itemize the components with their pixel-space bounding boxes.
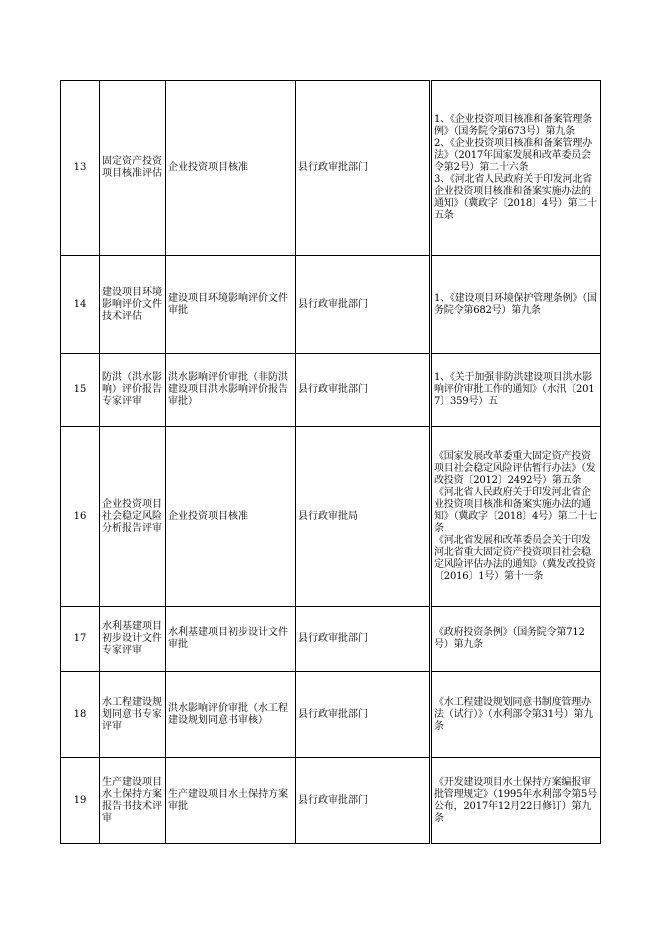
approval-department: 县行政审批部门	[296, 607, 431, 672]
table-row	[61, 758, 601, 844]
service-item-name: 固定资产投资项目核准评估	[100, 81, 166, 256]
approval-matter: 企业投资项目核准	[166, 427, 296, 607]
table-row	[61, 672, 601, 758]
approval-department: 县行政审批部门	[296, 672, 431, 758]
approval-matter: 洪水影响评价审批（非防洪建设项目洪水影响评价报告审批）	[166, 354, 296, 427]
approval-matter: 企业投资项目核准	[166, 81, 296, 256]
row-number: 14	[61, 256, 100, 354]
row-number: 15	[61, 354, 100, 427]
table-row	[61, 81, 601, 256]
approval-department: 县行政审批部门	[296, 758, 431, 844]
approval-department: 县行政审批部门	[296, 256, 431, 354]
service-item-name: 水工程建设规划同意书专家评审	[100, 672, 166, 758]
service-item-name: 防洪（洪水影响）评价报告专家评审	[100, 354, 166, 427]
service-item-name: 建设项目环境影响评价文件技术评估	[100, 256, 166, 354]
legal-basis: 《政府投资条例》（国务院令第712号）第九条	[431, 607, 601, 672]
table-row	[61, 607, 601, 672]
approval-matter: 建设项目环境影响评价文件审批	[166, 256, 296, 354]
row-number: 13	[61, 81, 100, 256]
approval-matter: 生产建设项目水土保持方案审批	[166, 758, 296, 844]
table-row	[61, 256, 601, 354]
table-row	[61, 427, 601, 607]
legal-basis: 1、《建设项目环境保护管理条例》（国务院令第682号）第九条	[431, 256, 601, 354]
row-number: 19	[61, 758, 100, 844]
row-number: 18	[61, 672, 100, 758]
table-row	[61, 354, 601, 427]
row-number: 16	[61, 427, 100, 607]
approval-matter: 洪水影响评价审批（水工程建设规划同意书审核）	[166, 672, 296, 758]
approval-department: 县行政审批部门	[296, 81, 431, 256]
service-item-name: 生产建设项目水土保持方案报告书技术评审	[100, 758, 166, 844]
legal-basis: 1、《企业投资项目核准和备案管理条例》（国务院令第673号）第九条 2、《企业投资项目核准和备案管理办法》（2017年国家发展和改革委员会令第2号）第二十六条 3、《河北省人民政府关于印发河北省企业投资项目核准和备案实施办法的通知》（冀政字〔2018〕4号）第二十五条	[431, 81, 601, 256]
row-number: 17	[61, 607, 100, 672]
approval-department: 县行政审批局	[296, 427, 431, 607]
service-item-name: 企业投资项目社会稳定风险分析报告评审	[100, 427, 166, 607]
legal-basis: 《水工程建设规划同意书制度管理办法（试行）》（水利部令第31号）第九条	[431, 672, 601, 758]
service-items-table	[60, 80, 601, 844]
approval-department: 县行政审批部门	[296, 354, 431, 427]
service-item-name: 水利基建项目初步设计文件专家评审	[100, 607, 166, 672]
legal-basis: 1、《关于加强非防洪建设项目洪水影响评价审批工作的通知》（水汛〔2017〕359号）五	[431, 354, 601, 427]
legal-basis: 《国家发展改革委重大固定资产投资项目社会稳定风险评估暂行办法》（发改投资〔2012〕2492号）第五条 《河北省人民政府关于印发河北省企业投资项目核准和备案实施办法的通知》（冀政字〔2018〕4号）第二十七条 《河北省发展和改革委员会关于印发河北省重大固定资产投资项目社会稳定风险评估办法的通知》（冀发改投资〔2016〕1号）第十一条	[431, 427, 601, 607]
legal-basis: 《开发建设项目水土保持方案编报审批管理规定》（1995年水利部令第5号公布，2017年12月22日修订）第九条	[431, 758, 601, 844]
approval-matter: 水利基建项目初步设计文件审批	[166, 607, 296, 672]
